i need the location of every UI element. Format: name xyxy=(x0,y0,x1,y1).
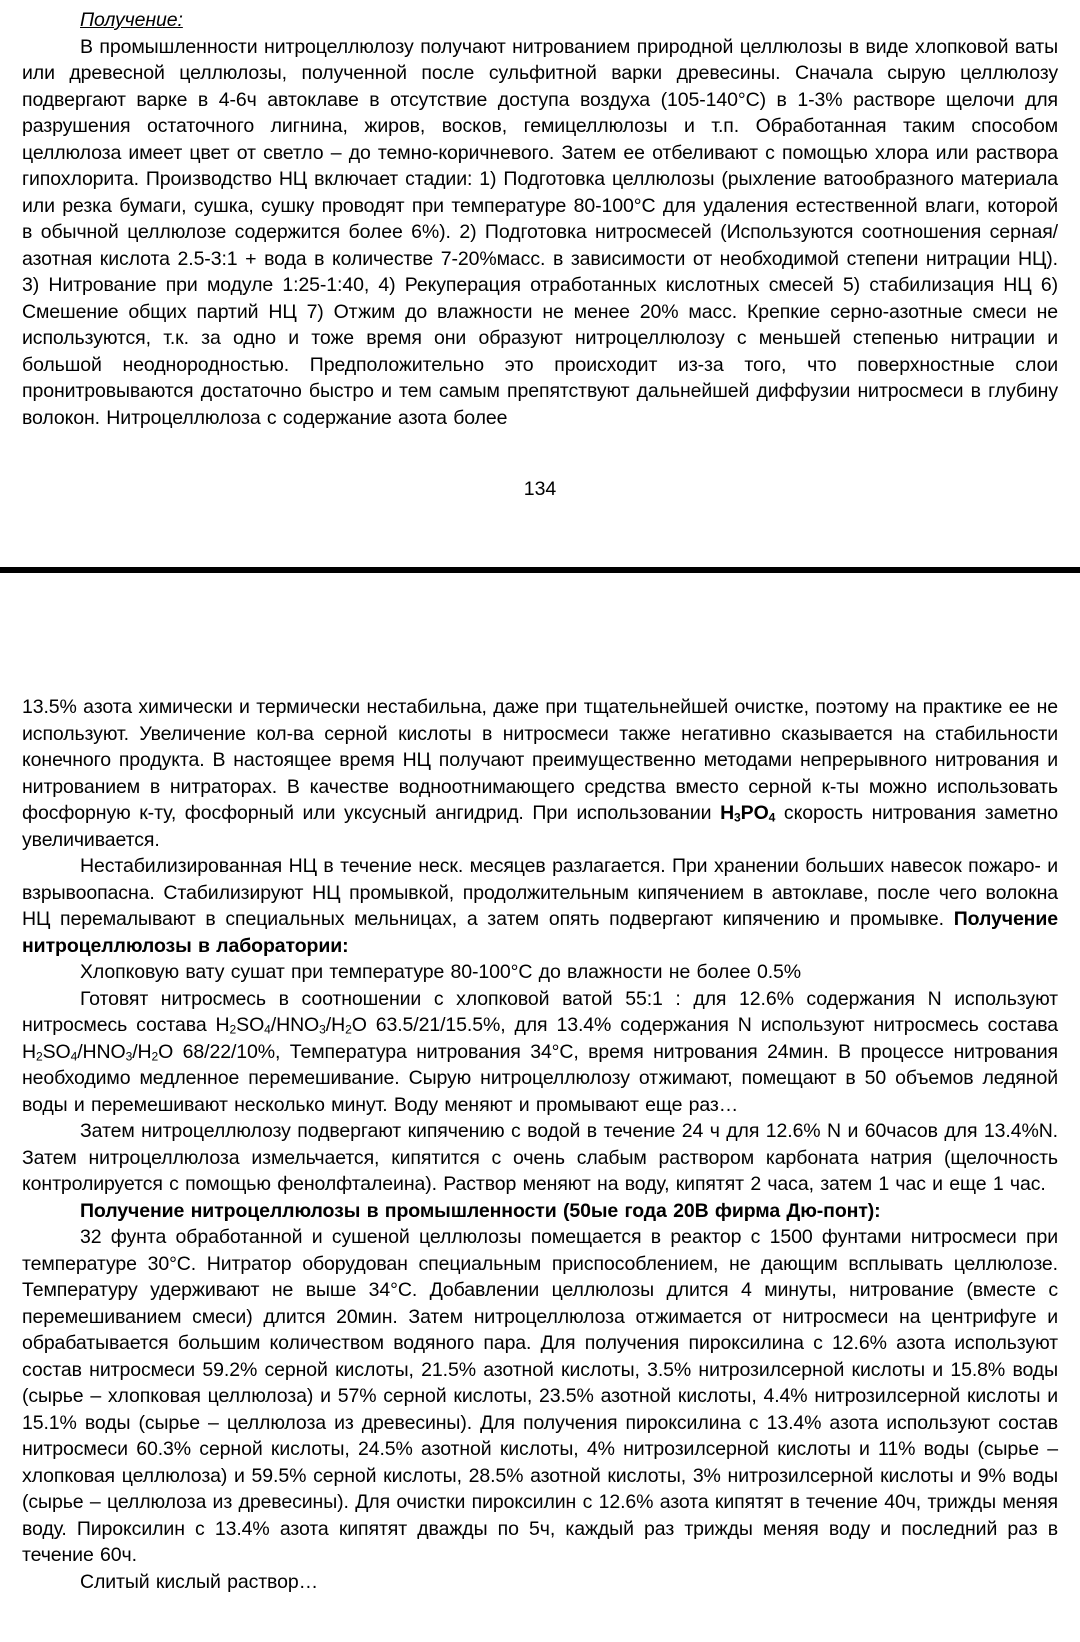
text-run: Нестабилизированная НЦ в течение неск. месяцев разлагается. При хранении больших навесок пожаро- и взрывоопасна. Стабилизируют НЦ промывкой, продолжительным кипячением в автоклаве, после чего волокна НЦ перемалывают в специальных мельницах, а затем опять подвергают кипячению и промывке. xyxy=(22,855,1058,930)
text-run: O 63.5/21/15.5%, для 13.4% содержания N используют нитросмесь состава H xyxy=(22,1014,1059,1063)
text-run: 2 xyxy=(35,1049,43,1064)
text-run: Получение: xyxy=(80,9,183,31)
text-run: Хлопковую вату сушат при температуре 80-100°С до влажности не более 0.5% xyxy=(80,961,802,983)
paragraph-nitration-mixture xyxy=(22,986,1058,1119)
paragraph-stabilization-lab-heading xyxy=(22,853,1058,959)
text-run: /HNO xyxy=(77,1040,126,1063)
text-run: H xyxy=(720,802,735,824)
text-run: 3 xyxy=(734,810,741,825)
paragraph-boiling-procedure xyxy=(22,1118,1058,1198)
text-run: Слитый кислый раствор… xyxy=(80,1570,318,1593)
text-run: O 68/22/10%, Температура нитрования 34°С, время нитрования 24мин. В процессе нитрования необходимо медленное перемешивание. Сырую нитроцеллюлозу отжимают, помещают в 50 объемов ледяной воды и перемешивают несколько минут. Воду меняют и промывают еще раз… xyxy=(22,1040,1058,1116)
page-number: 134 xyxy=(523,478,557,500)
paragraph-dupont-process xyxy=(22,1224,1058,1569)
page-2-content xyxy=(22,694,1058,1642)
text-run: 32 фунта обработанной и сушеной целлюлозы помещается в реактор с 1500 фунтами нитросмеси при температуре 30°С. Нитратор оборудован специальным приспособлением, не дающим всплывать целлюлозе. Температуру удерживают не выше 34°С. Добавлении целлюлозы длится 4 минуты, нитрование (вместе с перемешиванием смеси) длится 20мин. Затем нитроцеллюлоза отжимается от нитросмеси на центрифуге и обрабатывается большим количеством водяного пара. Для получения пироксилина с 12.6% азота используют состав нитросмеси 59.2% серной кислоты, 21.5% азотной кислоты, 3.5% нитрозилсерной кислоты и 15.8% воды (сырье – хлопковая целлюлоза) и 57% серной кислоты, 23.5% азотной кислоты, 4.4% нитрозилсерной кислоты и 15.1% воды (сырье – целлюлоза из древесины). Для получения пироксилина с 13.4% азота используют состав нитросмеси 60.3% серной кислоты, 24.5% азотной кислоты, 4% нитрозилсерной кислоты и 11% воды (сырье – хлопковая целлюлоза) и 59.5% серной кислоты, 28.5% азотной кислоты, 3% нитрозилсерной кислоты и 9% воды (сырье – целлюлоза из древесины). Для очистки пироксилин с 12.6% азота кипятят в течение 40ч, трижды меняя воду. Пироксилин с 13.4% азота кипятят дважды по 5ч, каждый раз трижды меняя воду и последний раз в течение 60ч. xyxy=(22,1226,1058,1566)
text-run: /H xyxy=(132,1040,152,1063)
text-run: /H xyxy=(325,1014,346,1036)
paragraph-stability-continuation xyxy=(22,694,1058,853)
text-run: 4 xyxy=(70,1049,78,1064)
text-run: 2 xyxy=(345,1022,352,1037)
text-run: 13.5% азота химически и термически нестабильна, даже при тщательнейшей очистке, поэтому на практике ее не используют. Увеличение кол-ва серной кислоты в нитросмеси также негативно сказывается на стабильности конечного продукта. В настоящее время НЦ получают преимущественно методами непрерывного нитрования и нитрованием в нитраторах. В качестве водноотнимающего средства вместо серной к-ты можно использовать фосфорную к-ту, фосфорный или уксусный ангидрид. При использовании xyxy=(22,696,1058,824)
text-run: 4 xyxy=(264,1022,271,1037)
page-1-content xyxy=(22,7,1058,469)
text-run: /HNO xyxy=(270,1014,320,1036)
page-divider xyxy=(0,567,1080,573)
text-run: 3 xyxy=(319,1022,326,1037)
text-run: Готовят нитросмесь в соотношении с хлопковой ватой 55:1 : для 12.6% содержания N используют нитросмесь состава H xyxy=(22,987,1058,1036)
text-run: скорость нитрования заметно увеличивается. xyxy=(22,802,1058,851)
section-heading xyxy=(22,7,1058,34)
text-run: 4 xyxy=(768,810,776,825)
text-run: SO xyxy=(42,1040,71,1063)
text-run: Получение нитроцеллюлозы в лаборатории: xyxy=(22,908,1058,957)
text-run: 2 xyxy=(229,1022,237,1037)
text-run: Получение нитроцеллюлозы в промышленности (50ые года 20В фирма Дю-понт): xyxy=(80,1199,881,1222)
paragraph-production-overview xyxy=(22,34,1058,432)
text-run: PO xyxy=(740,802,769,824)
paragraph-industry-heading xyxy=(22,1198,1058,1225)
text-run: В промышленности нитроцеллюлозу получают нитрованием природной целлюлозы в виде хлопковой ваты или древесной целлюлозы, полученной после сульфитной варки древесины. Сначала сырую целлюлозу подвергают варке в 4-6ч автоклаве в отсутствие доступа воздуха (105-140°С) в 1-3% растворе щелочи для разрушения остаточного лигнина, жиров, восков, гемицеллюлозы и т.п. Обработанная таким способом целлюлоза имеет цвет от светло – до темно-коричневого. Затем ее отбеливают с помощью хлора или раствора гипохлорита. Производство НЦ включает стадии: 1) Подготовка целлюлозы (рыхление ватообразного материала или резка бумаги, сушка, сушку проводят при температуре 80-100°С для удаления естественной влаги, которой в обычной целлюлозе содержится более 6%). 2) Подготовка нитросмесей (Используются соотношения серная/азотная кислота 2.5-3:1 + вода в количестве 7-20%масс. в зависимости от необходимой степени нитрации НЦ). 3) Нитрование при модуле 1:25-1:40, 4) Рекуперация отработанных кислотных смесей 5) стабилизация НЦ 6) Смешение общих партий НЦ 7) Отжим до влажности не менее 20% масс. Крепкие серно-азотные смеси не используются, т.к. за одно и тоже время они образуют нитроцеллюлозу с меньшей степенью нитрации и большой неоднородностью. Предположительно это происходит из-за того, что поверхностные слои пронитровываются достаточно быстро и тем самым препятствуют дальнейшей диффузии нитросмеси в глубину волокон. Нитроцеллюлоза с содержание азота более xyxy=(22,35,1058,429)
paragraph-cotton-drying xyxy=(22,959,1058,986)
text-run: SO xyxy=(236,1014,265,1036)
paragraph-clipped-bottom xyxy=(22,1569,1058,1593)
text-run: Затем нитроцеллюлозу подвергают кипячению с водой в течение 24 ч для 12.6% N и 60часов для 13.4%N. Затем нитроцеллюлоза измельчается, кипятится с очень слабым раствором карбоната натрия (щелочность контролируется с помощью фенолфталеина). Раствор меняют на воду, кипятят 2 часа, затем 1 час и еще 1 час. xyxy=(22,1120,1058,1195)
text-run: 3 xyxy=(125,1049,133,1064)
text-run: 2 xyxy=(151,1049,159,1064)
